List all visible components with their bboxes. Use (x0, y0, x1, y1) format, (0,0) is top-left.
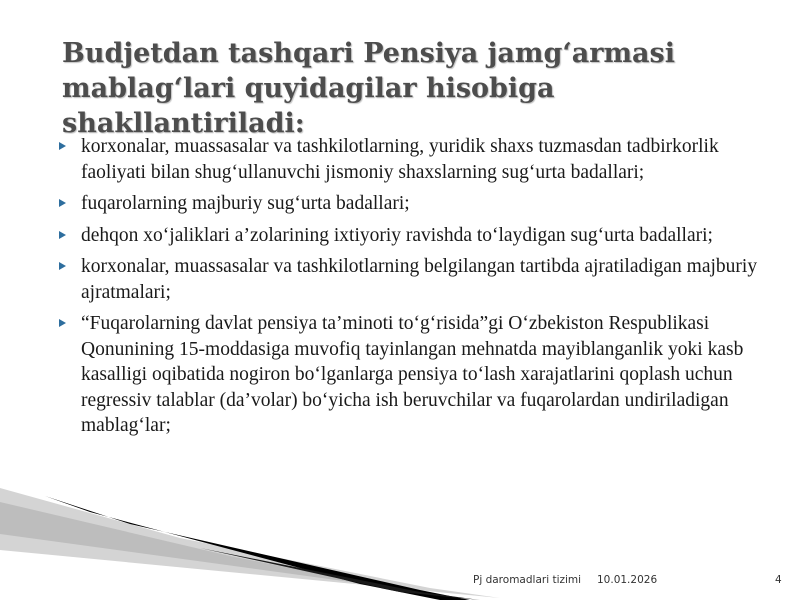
list-item (57, 311, 777, 439)
footer-title: Pj daromadlari tizimi (473, 574, 582, 586)
bullet-text: korxonalar, muassasalar va tashkilotlarning, yuridik shaxs tuzmasdan tadbirkorlik faoliyati bilan shug‘ullanuvchi jismoniy shaxslarning sug‘urta badallari; (81, 136, 719, 183)
bullet-text: dehqon xo‘jaliklari a’zolarining ixtiyoriy ravishda to‘laydigan sug‘urta badallari; (81, 224, 713, 246)
list-item (57, 254, 777, 305)
footer-date: 10.01.2026 (597, 574, 658, 586)
corner-decoration (0, 480, 800, 600)
bullet-text: korxonalar, muassasalar va tashkilotlarning belgilangan tartibda ajratiladigan majburiy ajratmalari; (81, 256, 758, 303)
arrow-bullet-icon (59, 142, 66, 150)
arrow-bullet-icon (59, 262, 66, 270)
arrow-bullet-icon (59, 199, 66, 207)
bullet-text: “Fuqarolarning davlat pensiya ta’minoti to‘g‘risida”gi O‘zbekiston Respublikasi Qonunining 15-moddasiga muvofiq tayinlangan mehnatda mayiblanganlik yoki kasb kasalligi oqibatida nogiron bo‘lganlarga pensiya to‘lash xarajatlarini qoplash uchun regressiv talablar (da’volar) bo‘yicha ish beruvchilar va fuqarolardan undiriladigan mablag‘lar; (81, 313, 744, 436)
arrow-bullet-icon (59, 231, 66, 239)
list-item (57, 191, 777, 217)
list-item (57, 134, 777, 185)
list-item (57, 223, 777, 249)
bullet-text: fuqarolarning majburiy sug‘urta badallari; (81, 193, 410, 214)
slide-title: Budjetdan tashqari Pensiya jamg‘armasi mablag‘lari quyidagilar hisobiga shakllantiriladi: (62, 38, 675, 139)
bullet-list (57, 134, 777, 445)
slide-number: 4 (775, 574, 782, 586)
arrow-bullet-icon (59, 319, 66, 327)
